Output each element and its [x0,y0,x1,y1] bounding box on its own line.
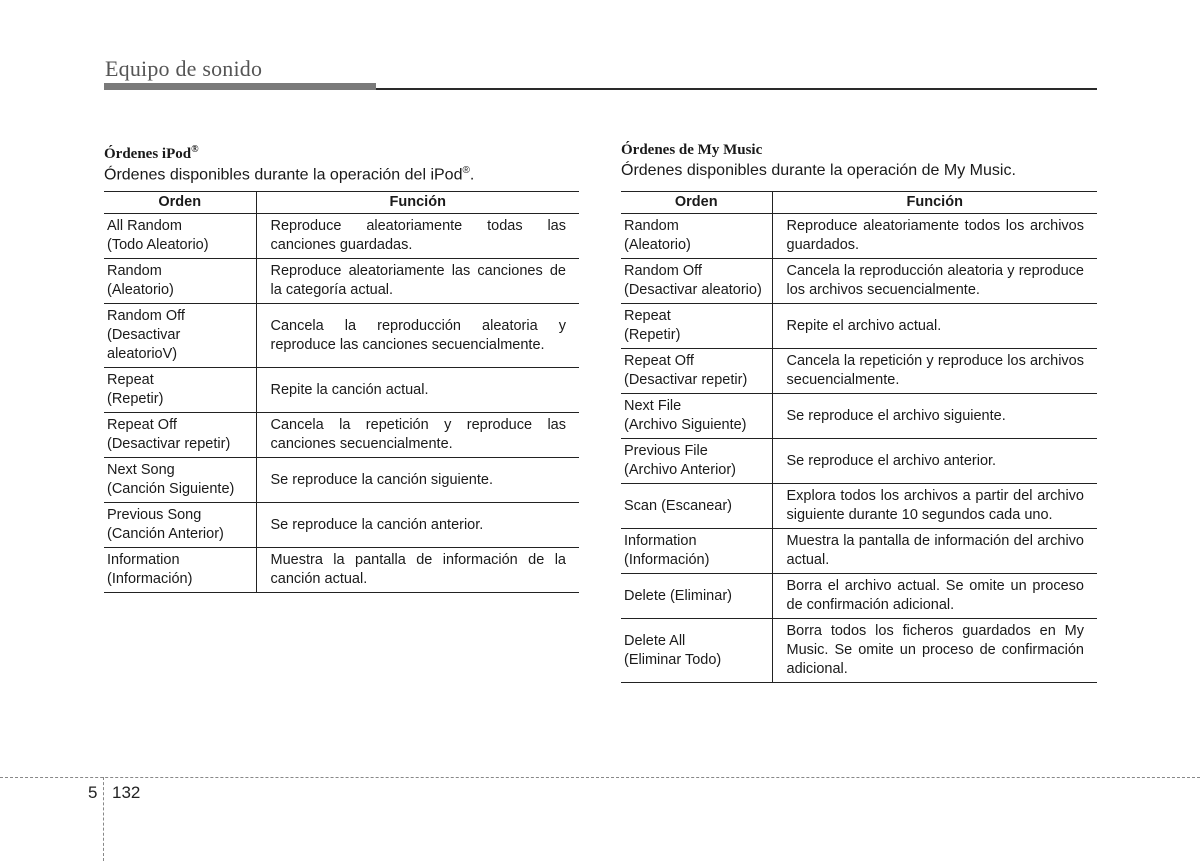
table-row [104,259,579,304]
command-name-cell [621,529,772,574]
command-name-line: (Eliminar Todo) [624,651,722,668]
chapter-number: 5 [88,783,98,802]
table-row [621,529,1097,574]
command-name-line: (Canción Siguiente) [107,481,235,497]
command-function-cell: Borra todos los ficheros guardados en My Music. Se omite un proceso de confirmación adicional. [772,619,1097,683]
command-name-line: aleatorioV) [107,346,178,362]
command-name-line: (Archivo Siguiente) [624,417,747,433]
mymusic-commands-section [621,138,1097,683]
command-name-line: Repeat [624,308,671,324]
command-name-cell [104,304,256,368]
command-name-cell [104,413,256,458]
command-name-cell [104,259,256,304]
command-function-cell: Cancela la reproducción aleatoria y reproduce las canciones secuencialmente. [256,304,579,368]
ipod-commands-table [104,191,579,593]
command-name-line: Repeat Off [624,353,694,369]
column-header-funcion: Función [772,192,1097,214]
command-function-cell: Reproduce aleatoriamente todas las canciones guardadas. [256,214,579,259]
command-function-cell: Borra el archivo actual. Se omite un proceso de confirmación adicional. [772,574,1097,619]
command-name-line: Random Off [107,308,185,324]
command-name-line: Scan (Escanear) [624,497,732,514]
page-number: 132 [112,783,141,802]
table-row [104,548,579,593]
command-name-cell [621,349,772,394]
command-name-line: Delete (Eliminar) [624,587,732,604]
command-name-line: Repeat [107,372,154,388]
mymusic-commands-table [621,191,1097,683]
header-rule-thick [104,83,376,90]
command-name-line: (Aleatorio) [107,282,174,298]
command-function-cell: Cancela la reproducción aleatoria y reproduce los archivos secuencialmente. [772,259,1097,304]
command-name-line: (Información) [624,552,710,568]
mymusic-section-intro: Órdenes disponibles durante la operación de My Music. [621,162,1016,179]
footer-dashed-rule [0,777,1200,778]
command-name-line: (Información) [107,571,193,587]
command-name-line: Next Song [107,462,175,478]
table-row [104,214,579,259]
command-name-cell [621,304,772,349]
command-name-cell [104,458,256,503]
table-row [621,484,1097,529]
command-name-line: Random Off [624,263,702,279]
command-name-line: Information [624,533,697,549]
command-function-cell: Muestra la pantalla de información de la canción actual. [256,548,579,593]
ipod-commands-section [104,138,579,593]
table-row [621,619,1097,683]
header-rule-thin [376,88,1097,90]
command-name-line: Information [107,552,180,568]
table-row [621,259,1097,304]
ipod-section-intro: Órdenes disponibles durante la operación del iPod®. [104,165,475,184]
command-name-line: (Repetir) [624,327,681,343]
command-name-cell [104,503,256,548]
mymusic-section-heading: Órdenes de My Music [621,142,763,158]
command-name-cell [621,439,772,484]
command-name-line: Repeat Off [107,417,177,433]
command-function-cell: Cancela la repetición y reproduce las canciones secuencialmente. [256,413,579,458]
table-row [104,304,579,368]
command-name-cell [621,574,772,619]
command-name-line: (Repetir) [107,391,164,407]
command-function-cell: Muestra la pantalla de información del archivo actual. [772,529,1097,574]
command-name-line: Delete All [624,632,686,649]
command-name-line: Previous Song [107,507,202,523]
command-name-cell [621,394,772,439]
command-function-cell: Repite la canción actual. [256,368,579,413]
table-row [621,574,1097,619]
command-name-cell [621,484,772,529]
column-header-funcion: Función [256,192,579,214]
command-name-line: (Desactivar [107,327,181,343]
table-row [621,304,1097,349]
command-name-cell [104,368,256,413]
table-row [621,394,1097,439]
command-function-cell: Se reproduce la canción siguiente. [256,458,579,503]
column-header-orden: Orden [621,192,772,214]
command-function-cell: Se reproduce el archivo anterior. [772,439,1097,484]
command-name-line: Random [107,263,162,279]
command-function-cell: Se reproduce el archivo siguiente. [772,394,1097,439]
table-row [621,439,1097,484]
ipod-section-heading: Órdenes iPod® [104,144,199,162]
column-header-orden: Orden [104,192,256,214]
page-header-title: Equipo de sonido [105,56,263,81]
command-name-cell [104,548,256,593]
command-name-cell [621,619,772,683]
footer-dashed-vertical-rule [103,777,104,861]
table-row [104,368,579,413]
command-name-cell [621,214,772,259]
command-name-cell [621,259,772,304]
command-name-line: (Canción Anterior) [107,526,224,542]
command-function-cell: Reproduce aleatoriamente todos los archivos guardados. [772,214,1097,259]
command-name-line: Previous File [624,443,708,459]
command-function-cell: Repite el archivo actual. [772,304,1097,349]
command-name-line: (Desactivar repetir) [107,436,231,452]
command-function-cell: Reproduce aleatoriamente las canciones de la categoría actual. [256,259,579,304]
table-row [104,503,579,548]
command-name-line: Random [624,218,679,234]
command-function-cell: Se reproduce la canción anterior. [256,503,579,548]
command-function-cell: Explora todos los archivos a partir del archivo siguiente durante 10 segundos cada uno. [772,484,1097,529]
command-name-line: (Archivo Anterior) [624,462,737,478]
command-function-cell: Cancela la repetición y reproduce los archivos secuencialmente. [772,349,1097,394]
table-row [104,413,579,458]
command-name-line: All Random [107,218,182,234]
command-name-line: (Todo Aleatorio) [107,237,209,253]
command-name-line: (Aleatorio) [624,237,691,253]
command-name-cell [104,214,256,259]
table-row [104,458,579,503]
command-name-line: (Desactivar aleatorio) [624,282,762,298]
command-name-line: (Desactivar repetir) [624,372,748,388]
table-row [621,349,1097,394]
command-name-line: Next File [624,398,682,414]
table-row [621,214,1097,259]
